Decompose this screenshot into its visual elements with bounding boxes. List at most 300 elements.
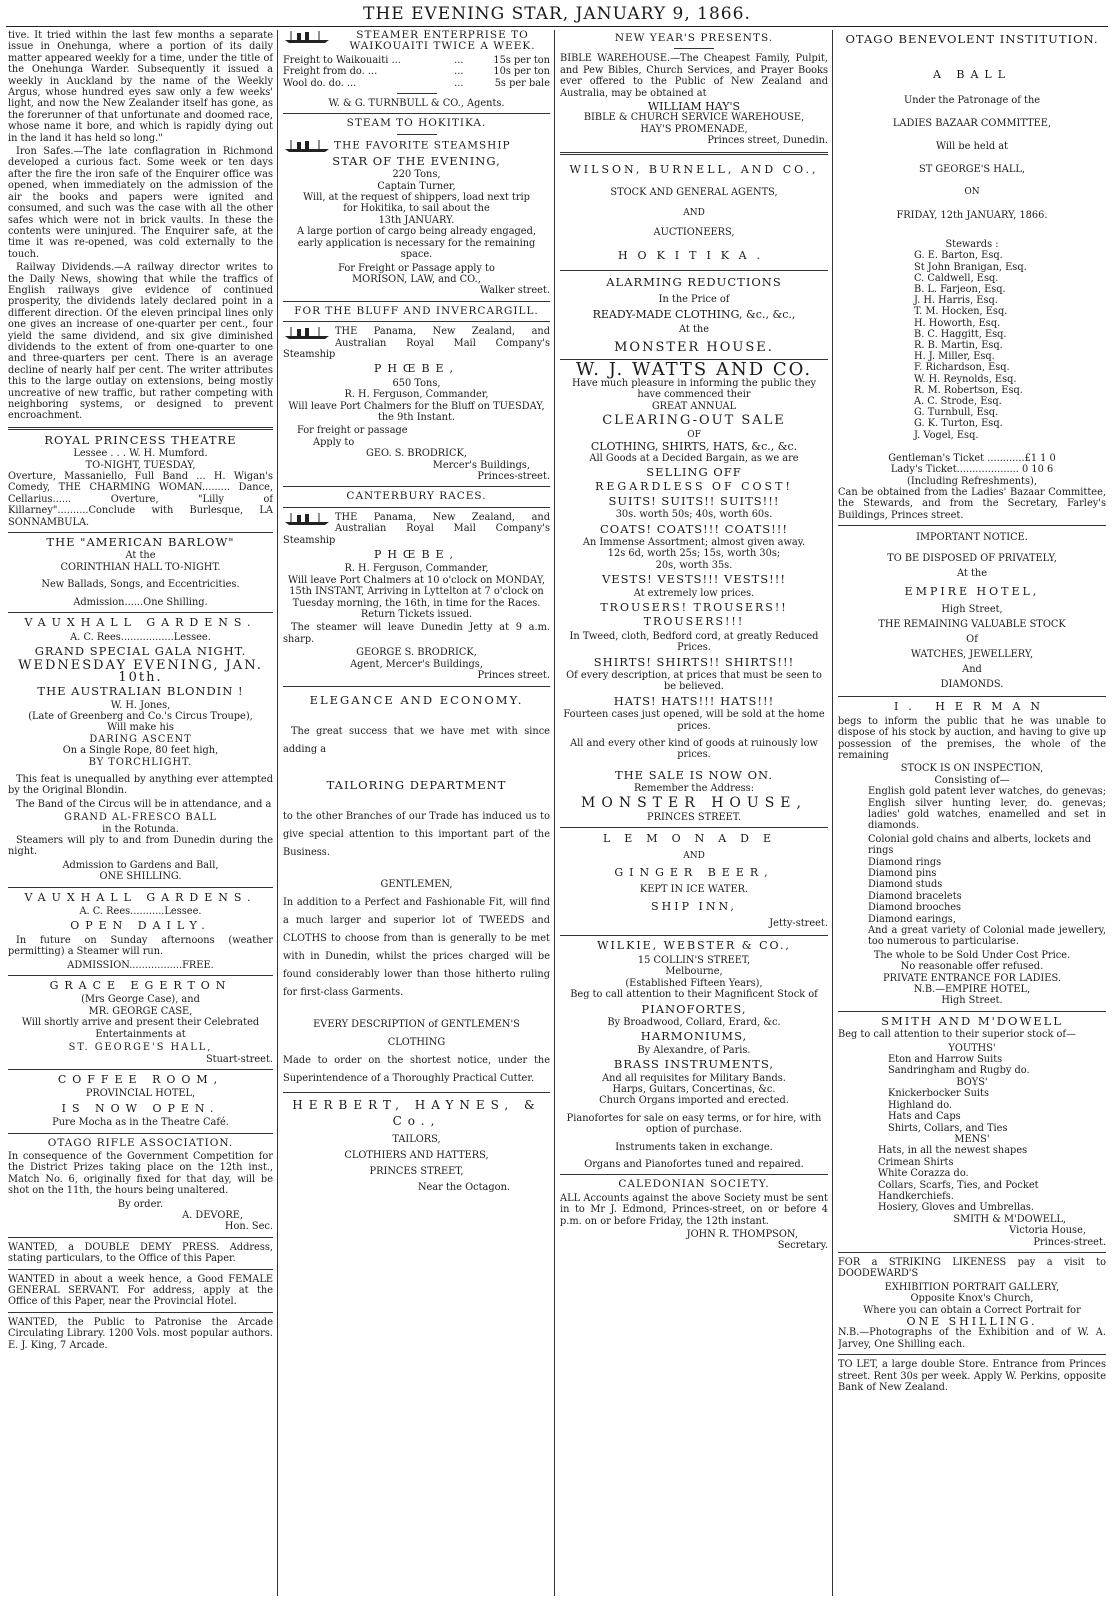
- ad-wilson-burnell: [560, 160, 828, 266]
- watts-line: Fourteen cases just opened, will be sold at the home prices.: [563, 709, 825, 732]
- table-row: Wool do. do. ... ... 5s per bale: [283, 77, 550, 89]
- vauxhall-late: (Late of Greenberg and Co.'s Circus Troupe),: [28, 710, 253, 722]
- alarm-house: MONSTER HOUSE.: [614, 339, 774, 355]
- fav-line: for Hokitika, to sail about the: [343, 203, 490, 215]
- list-item: B. C. Haggitt, Esq.: [914, 328, 1007, 340]
- wilkie-brass: BRASS INSTRUMENTS,: [613, 1057, 775, 1072]
- ad-smith-mdowell: [838, 1013, 1106, 1248]
- freight-rates-table: [283, 55, 550, 89]
- races-agent: GEORGE S. BRODRICK,: [356, 647, 477, 659]
- bluff-line: Apply to: [313, 436, 355, 448]
- divider: [8, 1269, 273, 1270]
- wilkie-pianofortes: PIANOFORTES,: [641, 1001, 747, 1016]
- list-item: Diamond pins: [868, 867, 937, 879]
- hh-title: HERBERT, HAYNES, & Co.,: [292, 1097, 541, 1128]
- herman-title: I. HERMAN: [893, 700, 1051, 714]
- smith-address: Victoria House,: [1009, 1225, 1086, 1237]
- watts-line: Of every description, at prices that must be seen to be believed.: [566, 670, 822, 693]
- ad-benevolent-ball: [838, 33, 1106, 227]
- fav-line: For Freight or Passage apply to: [338, 262, 495, 274]
- ad-to-let: TO LET, a large double Store. Entrance from Princes street. Rent 30s per week. Apply W. Perkins, opposite Bank of New Zealand.: [838, 1359, 1106, 1394]
- hh-line: PRINCES STREET,: [369, 1165, 464, 1177]
- bluff-ship: PHŒBE,: [373, 362, 460, 376]
- ad-vauxhall-gala: [8, 617, 273, 883]
- imp-hotel: EMPIRE HOTEL,: [904, 585, 1040, 599]
- caledonian-role: Secretary.: [777, 1240, 828, 1252]
- ad-coffee: [8, 1074, 273, 1129]
- wilkie-line: Beg to call attention to their Magnificent Stock of: [570, 989, 818, 1001]
- stewards-label: Stewards :: [945, 239, 999, 250]
- herman-line: Consisting of—: [934, 774, 1010, 786]
- list-item: J. H. Harris, Esq.: [914, 295, 998, 307]
- divider: [560, 270, 828, 271]
- elegance-line: In addition to a Perfect and Fashionable Fit, will find a much larger and superior lot of TWEEDS and CLOTHS to choose from than is generally to be met with in Dunedin, whilst the prices charged will be found considerably lower than those hitherto ruling for first-class Garments.: [283, 896, 550, 998]
- ticket-gentleman: Gentleman's Ticket ............£1 1 0: [888, 452, 1056, 464]
- list-item: J. Vogel, Esq.: [914, 429, 979, 441]
- imp-line: Of: [966, 634, 978, 646]
- column-4: [838, 30, 1106, 1596]
- list-item: White Corazza do.: [878, 1168, 969, 1180]
- obi-line: ON: [964, 187, 980, 197]
- dood-line: FOR a STRIKING LIKENESS pay a visit to DOODEWARD'S: [838, 1256, 1106, 1280]
- ad-wilkie: [560, 940, 828, 1170]
- imp-line: WATCHES, JEWELLERY,: [910, 649, 1034, 661]
- watts-sale-on: THE SALE IS NOW ON.: [614, 767, 774, 782]
- wilkie-line: (Established Fifteen Years),: [625, 977, 763, 989]
- list-item: And a great variety of Colonial made jewellery, too numerous to particularise.: [868, 925, 1106, 948]
- divider: [838, 1011, 1106, 1012]
- fav-line: 220 Tons,: [392, 169, 441, 181]
- list-item: Diamond studs: [868, 879, 943, 891]
- obi-committee: LADIES BAZAAR COMMITTEE,: [892, 118, 1052, 129]
- wb-title: WILSON, BURNELL, AND CO.,: [569, 162, 819, 176]
- divider: [8, 1312, 273, 1313]
- theatre-lessee: Lessee . . . W. H. Mumford.: [73, 448, 208, 460]
- divider: [283, 686, 550, 687]
- wilkie-title: WILKIE, WEBSTER & CO.,: [597, 939, 791, 953]
- wb-location: HOKITIKA.: [617, 248, 771, 262]
- watts-sale: CLEARING-OUT SALE: [602, 413, 786, 429]
- divider: [838, 525, 1106, 526]
- wb-line: STOCK AND GENERAL AGENTS,: [610, 186, 778, 198]
- ad-watts: [560, 358, 828, 824]
- column-rule: [277, 30, 278, 1596]
- herman-body: begs to inform the public that he was unable to dispose of his stock by auction, and having to give up possession of the premises, the whole of the remaining: [838, 715, 1106, 761]
- list-item: G. Turnbull, Esq.: [914, 407, 999, 419]
- barlow-venue: CORINTHIAN HALL TO-NIGHT.: [60, 561, 221, 573]
- races-line: THE Panama, New Zealand, and Australian Royal Mail Company's Steamship: [283, 511, 550, 546]
- ad-lemonade: [560, 832, 828, 931]
- watts-trousers: TROUSERS! TROUSERS!!: [600, 600, 788, 614]
- column-1: [8, 30, 273, 1596]
- ad-rifle: [8, 1138, 273, 1233]
- fav-agent: MORISON, LAW, and CO.,: [352, 273, 481, 285]
- vauxhall-steamers: Steamers will ply to and from Dunedin during the night.: [8, 835, 273, 858]
- ad-bible: [560, 33, 828, 147]
- watts-suits: SUITS! SUITS!! SUITS!!!: [608, 493, 780, 508]
- list-item: F. Richardson, Esq.: [914, 362, 1010, 374]
- watts-regardless: REGARDLESS OF COST!: [595, 480, 793, 494]
- rifle-by: By order.: [117, 1198, 164, 1210]
- vauxhall2-lessee: A. C. Rees...........Lessee.: [79, 906, 202, 918]
- watts-trousers: TROUSERS!!!: [643, 615, 745, 629]
- bible-address: Princes street, Dunedin.: [707, 135, 828, 147]
- divider: [283, 507, 550, 508]
- ticket-lady: Lady's Ticket.................... 0 10 6: [890, 464, 1054, 476]
- divider: [838, 1252, 1106, 1253]
- divider: [8, 427, 273, 430]
- caledonian-name: JOHN R. THOMPSON,: [686, 1229, 798, 1240]
- ad-caledonian: [560, 1179, 828, 1251]
- obi-ball: A BALL: [932, 68, 1012, 81]
- bluff-line: THE Panama, New Zealand, and Australian Royal Mail Company's Steamship: [283, 326, 550, 360]
- ad-canterbury-races: [283, 491, 550, 681]
- table-row: Freight from do. ... ... 10s per ton: [283, 66, 550, 78]
- watts-line: Have much pleasure in informing the public they have commenced their: [571, 378, 817, 401]
- rifle-title: OTAGO RIFLE ASSOCIATION.: [47, 1136, 234, 1149]
- fav-line: A large portion of cargo being already engaged, early application is necessary for the remaining space.: [297, 226, 536, 261]
- smith-mens-list: [838, 1145, 1106, 1213]
- watts-title: W. J. WATTS AND CO.: [575, 358, 813, 380]
- hh-address: Near the Octagon.: [417, 1181, 510, 1193]
- ad-wanted-press: WANTED, a DOUBLE DEMY PRESS. Address, stating particulars, to the Office of this Paper.: [8, 1241, 273, 1265]
- watts-coats: COATS! COATS!!! COATS!!!: [599, 521, 788, 536]
- bluff-title: FOR THE BLUFF AND INVERCARGILL.: [294, 304, 539, 317]
- divider: [8, 1237, 273, 1238]
- ad-doodeward: [838, 1257, 1106, 1350]
- list-item: B. L. Farjeon, Esq.: [914, 284, 1006, 296]
- vauxhall2-open: OPEN DAILY.: [70, 919, 211, 933]
- imp-line: THE REMAINING VALUABLE STOCK: [878, 619, 1066, 631]
- dood-gallery: EXHIBITION PORTRAIT GALLERY,: [884, 1281, 1060, 1293]
- alarm-line: At the: [679, 323, 709, 335]
- lemonade-line: GINGER BEER,: [614, 866, 774, 880]
- rifle-role: Hon. Sec.: [224, 1221, 273, 1233]
- masthead: THE EVENING STAR, JANUARY 9, 1866.: [363, 4, 751, 24]
- bible-line: WILLIAM HAY'S: [647, 100, 741, 114]
- divider: [8, 1133, 273, 1134]
- lemonade-line: AND: [683, 851, 705, 862]
- wilkie-line: Harps, Guitars, Concertinas, &c.: [612, 1083, 776, 1095]
- list-item: Diamond rings: [868, 856, 942, 868]
- races-street: Princes street.: [477, 670, 550, 682]
- list-item: Hosiery, Gloves and Umbrellas.: [878, 1202, 1034, 1214]
- list-item: Eton and Harrow Suits: [888, 1054, 1003, 1066]
- wilkie-line: Church Organs imported and erected.: [599, 1095, 789, 1107]
- smith-title: SMITH AND M'DOWELL: [881, 1013, 1063, 1028]
- list-item: Highland do.: [888, 1099, 953, 1111]
- divider: [560, 827, 828, 828]
- watts-street: PRINCES STREET.: [646, 812, 742, 824]
- list-item: English gold patent lever watches, do genevas; English silver hunting lever, do. genevas; ladies' gold watches, enamelled and set in diamonds.: [868, 786, 1106, 832]
- list-item: H. J. Miller, Esq.: [914, 351, 995, 363]
- watts-line: In Tweed, cloth, Bedford cord, at greatly Reduced Prices.: [569, 630, 819, 654]
- wilkie-line: And all requisites for Military Bands.: [602, 1072, 786, 1084]
- divider: [838, 1354, 1106, 1355]
- hh-line: TAILORS,: [392, 1133, 441, 1145]
- ad-hokitika: [283, 118, 550, 296]
- ad-important-notice: [838, 530, 1106, 692]
- watts-line: 20s, worth 35s.: [655, 559, 733, 571]
- vauxhall2-admission: ADMISSION.................FREE.: [67, 959, 214, 971]
- list-item: Hats and Caps: [888, 1111, 961, 1123]
- smith-mens: MENS': [954, 1133, 990, 1145]
- ad-steamer-enterprise: [283, 30, 550, 109]
- elegance-line: Made to order on the shortest notice, under the Superintendence of a Thoroughly Practical Cutter.: [283, 1054, 550, 1084]
- ad-vauxhall-daily: [8, 892, 273, 971]
- article-iron-safes: Iron Safes.—The late conflagration in Richmond developed a curious fact. Some week or ten days after the fire the iron safe of the Enquirer office was opened, when immediately on the admission of the air the books and papers were ignited and consumed, and such was the case with all the other safes which were not in brick vaults. In these the contents were uninjured. The Enquirer safe, at the time it was re-opened, was cold externally to the touch.: [8, 146, 273, 260]
- vauxhall-band: The Band of the Circus will be in attendance, and a: [16, 798, 272, 810]
- fav-date: 13th JANUARY.: [378, 214, 455, 226]
- steamer-title: STEAMER ENTERPRISE TO WAIKOUAITI TWICE A WEEK.: [349, 30, 536, 53]
- smith-youths: YOUTHS': [948, 1042, 996, 1054]
- list-item: T. M. Hocken, Esq.: [914, 306, 1008, 318]
- watts-shirts: SHIRTS! SHIRTS!! SHIRTS!!!: [593, 654, 795, 669]
- divider: [8, 887, 273, 888]
- races-line: Will leave Port Chalmers at 10 o'clock on MONDAY, 15th INSTANT, Arriving in Lyttelton at 7 o'clock on Tuesday morning, the 16th, in time for the Races. Return Tickets issued.: [287, 574, 546, 621]
- bluff-line: 650 Tons,: [392, 377, 441, 389]
- vauxhall-ascent: DARING ASCENT: [89, 733, 192, 745]
- dood-price: ONE SHILLING.: [906, 1315, 1038, 1329]
- herman-line: High Street.: [941, 995, 1003, 1007]
- watts-hats: HATS! HATS!!! HATS!!!: [613, 693, 775, 708]
- steamship-icon: [283, 139, 331, 153]
- wilkie-line: Organs and Pianofortes tuned and repaired.: [584, 1158, 804, 1170]
- smith-line: Beg to call attention to their superior stock of—: [838, 1029, 1076, 1041]
- watts-line: All and every other kind of goods at ruinously low prices.: [570, 738, 818, 761]
- steamer-agents: W. & G. TURNBULL & CO., Agents.: [328, 98, 505, 110]
- alarm-line: READY-MADE CLOTHING, &c., &c.,: [592, 307, 796, 321]
- wilkie-line: 15 COLLIN'S STREET,: [637, 954, 751, 966]
- dood-line: N.B.—Photographs of the Exhibition and of W. A. Jarvey, One Shilling each.: [838, 1327, 1106, 1350]
- ticket-incl: (Including Refreshments),: [907, 475, 1037, 487]
- divider: [283, 301, 550, 302]
- herman-line: The whole to be Sold Under Cost Price.: [873, 949, 1071, 961]
- list-item: Sandringham and Rugby do.: [888, 1065, 1030, 1077]
- hh-line: CLOTHIERS AND HATTERS,: [344, 1149, 489, 1161]
- watts-line: 30s. worth 50s; 40s, worth 60s.: [615, 509, 773, 521]
- hokitika-title: STEAM TO HOKITIKA.: [346, 117, 487, 130]
- list-item: Shirts, Collars, and Ties: [888, 1122, 1008, 1134]
- vauxhall-jones: W. H. Jones,: [110, 699, 171, 711]
- divider: [8, 975, 273, 976]
- caledonian-body: ALL Accounts against the above Society must be sent in to Mr J. Edmond, Princes-street, on or before 4 p.m. on or before Friday, the 12th instant.: [560, 1192, 828, 1227]
- vauxhall-torch: BY TORCHLIGHT.: [88, 756, 193, 768]
- smith-boys-list: [838, 1088, 1106, 1134]
- wilkie-harmoniums: HARMONIUMS,: [640, 1029, 748, 1044]
- wilkie-line: Melbourne,: [665, 966, 723, 978]
- watts-line: All Goods at a Decided Bargain, as we are: [589, 452, 799, 464]
- vauxhall-admission: Admission to Gardens and Ball,: [62, 859, 219, 871]
- imp-line: TO BE DISPOSED OF PRIVATELY,: [887, 553, 1057, 565]
- obi-title: OTAGO BENEVOLENT INSTITUTION.: [845, 32, 1099, 46]
- alarm-line: In the Price of: [658, 293, 730, 305]
- bluff-agent: GEO. S. BRODRICK,: [366, 448, 467, 460]
- wilkie-line: By Broadwood, Collard, Erard, &c.: [607, 1016, 781, 1028]
- stewards-list: [838, 250, 1106, 440]
- list-item: Diamond earings,: [868, 913, 956, 925]
- herman-line: N.B.—EMPIRE HOTEL,: [913, 984, 1031, 996]
- list-item: Collars, Scarfs, Ties, and Pocket Handkerchiefs.: [878, 1179, 1039, 1202]
- vauxhall-rotunda: in the Rotunda.: [102, 823, 179, 835]
- list-item: Diamond bracelets: [868, 890, 962, 902]
- watts-vests: VESTS! VESTS!!! VESTS!!!: [601, 572, 787, 587]
- wb-line: AUCTIONEERS,: [653, 226, 735, 238]
- divider: [283, 113, 550, 114]
- theatre-body: Overture, Massaniello, Full Band ... H. Wigan's Comedy, THE CHARMING WOMAN......... Dance, Cellarius...... Overture, "Lilly of Killarney"..........Conclude with Burlesque, LA SONNAMBULA.: [8, 471, 273, 528]
- egerton-line: Will shortly arrive and present their Celebrated Entertainments at: [21, 1017, 260, 1040]
- steamship-icon: [283, 30, 331, 44]
- imp-line: DIAMONDS.: [940, 679, 1004, 691]
- lemonade-inn: SHIP INN,: [651, 900, 737, 914]
- list-item: W. H. Reynolds, Esq.: [914, 373, 1017, 385]
- vauxhall-ball: GRAND AL-FRESCO BALL: [64, 812, 217, 824]
- masthead-rule: [6, 26, 1108, 27]
- list-item: G. K. Turton, Esq.: [914, 418, 1003, 430]
- divider: [560, 1174, 828, 1175]
- coffee-line: PROVINCIAL HOTEL,: [85, 1088, 196, 1100]
- watts-line: At extremely low prices.: [633, 587, 755, 599]
- fav-line: Captain Turner,: [377, 180, 456, 192]
- column-2: [283, 30, 550, 1596]
- watts-line: Remember the Address:: [633, 783, 755, 795]
- fav-title: THE FAVORITE STEAMSHIP: [334, 139, 511, 152]
- coffee-title: COFFEE ROOM,: [57, 1072, 224, 1086]
- elegance-clothing: EVERY DESCRIPTION of GENTLEMEN'S CLOTHING: [313, 1018, 520, 1048]
- column-rule: [554, 30, 555, 1596]
- watts-line: SELLING OFF: [646, 464, 742, 479]
- table-row: Freight to Waikouaiti ... ... 15s per ton: [283, 54, 550, 66]
- coffee-line: Pure Mocha as in the Theatre Café.: [52, 1117, 229, 1129]
- herman-line: No reasonable offer refused.: [900, 961, 1044, 973]
- watts-line: GREAT ANNUAL: [651, 400, 737, 412]
- barlow-at: At the: [125, 550, 156, 562]
- theatre-tonight: TO-NIGHT, TUESDAY,: [85, 459, 196, 471]
- fav-line: Will, at the request of shippers, load next trip: [303, 192, 530, 204]
- lemonade-street: Jetty-street.: [769, 918, 828, 930]
- watts-line: OF: [687, 429, 701, 440]
- races-title: CANTERBURY RACES.: [346, 490, 487, 503]
- elegance-department: TAILORING DEPARTMENT: [326, 777, 507, 792]
- herman-line: PRIVATE ENTRANCE FOR LADIES.: [883, 972, 1061, 984]
- ad-elegance: [283, 691, 550, 1088]
- steamship-icon: [283, 326, 331, 340]
- races-ship: PHŒBE,: [373, 548, 460, 562]
- article-railway: Railway Dividends.—A railway director writes to the Daily News, showing that while the traffics of English railways give evidence of continued prosperity, the dividends lately declared point in a different direction. Of the eleven principal lines only one gives an increase of one-quarter per cent., four yield the same dividend, and six give diminished dividends to the extent of from one-quarter to one and three-quarters per cent. There is an average decline of nearly half per cent. The writer attributes this to the large outlay on extensions, being mostly uncreative of new traffic, but rather competing with neighboring systems, or designed to prevent encroachment.: [8, 262, 273, 422]
- bluff-street: Princes-street.: [477, 471, 550, 482]
- lemonade-title: LEMONADE: [602, 832, 786, 846]
- fav-ship: STAR OF THE EVENING,: [332, 153, 501, 168]
- list-item: R. B. Martin, Esq.: [914, 340, 1003, 352]
- divider: [8, 612, 273, 613]
- bluff-line: For freight or passage: [297, 425, 408, 437]
- theatre-title: ROYAL PRINCESS THEATRE: [44, 432, 237, 447]
- rifle-body: In consequence of the Government Competition for the District Prizes taking place on the 12th inst., Match No. 6, originally fixed for that day, will be shot on the 11th, the hours being unaltered.: [8, 1150, 273, 1197]
- ad-bluff: [283, 306, 550, 483]
- bible-line: HAY'S PROMENADE,: [640, 123, 748, 135]
- egerton-street: Stuart-street.: [205, 1053, 273, 1065]
- list-item: H. Howorth, Esq.: [914, 317, 1001, 329]
- bluff-line: Will leave Port Chalmers for the Bluff on TUESDAY, the 9th Instant.: [288, 400, 545, 423]
- ad-wanted-servant: WANTED in about a week hence, a Good FEMALE GENERAL SERVANT. For address, apply at the Office of this Paper, near the Provincial Hotel.: [8, 1273, 273, 1308]
- ticket-body: Can be obtained from the Ladies' Bazaar Committee, the Stewards, and from the Secretary, Farley's Buildings, Princes street.: [838, 487, 1106, 521]
- bible-line: BIBLE & CHURCH SERVICE WAREHOUSE,: [583, 112, 805, 124]
- herman-items: [838, 786, 1106, 948]
- column-3: [560, 30, 828, 1596]
- bible-body: BIBLE WAREHOUSE.—The Cheapest Family, Pulpit, and Pew Bibles, Church Services, and Prayer Books ever offered to the Public of New Zealand and Australia, may be obtained at: [560, 53, 828, 99]
- vauxhall2-body: In future on Sunday afternoons (weather permitting) a Steamer will run.: [8, 934, 273, 958]
- list-item: Hats, in all the newest shapes: [878, 1145, 1028, 1157]
- ad-wanted-library: WANTED, the Public to Patronise the Arcade Circulating Library. 1200 Vols. most popular authors. E. J. King, 7 Arcade.: [8, 1316, 273, 1351]
- dood-line: Opposite Knox's Church,: [910, 1293, 1034, 1305]
- list-item: A. C. Strode, Esq.: [914, 396, 1002, 408]
- smith-street: Princes-street.: [1033, 1236, 1106, 1248]
- divider: [8, 532, 273, 533]
- barlow-body: New Ballads, Songs, and Eccentricities.: [41, 579, 240, 591]
- wilkie-line: By Alexandre, of Paris.: [637, 1044, 751, 1056]
- vauxhall-title: VAUXHALL GARDENS.: [24, 616, 257, 630]
- races-line: R. H. Ferguson, Commander,: [344, 563, 489, 575]
- rifle-name: A. DEVORE,: [182, 1209, 243, 1221]
- ad-theatre: [8, 432, 273, 528]
- imp-line: And: [962, 664, 982, 676]
- coffee-open: IS NOW OPEN.: [61, 1101, 220, 1115]
- egerton-title: GRACE EGERTON: [49, 979, 232, 993]
- bible-heading: NEW YEAR'S PRESENTS.: [614, 32, 774, 44]
- list-item: Colonial gold chains and alberts, lockets and rings: [868, 833, 1092, 857]
- vauxhall-rope: On a Single Rope, 80 feet high,: [62, 745, 219, 757]
- article-intro: tive. It tried within the last few months a separate issue in Onehunga, where a portion of its daily matter appeared weekly for a time, under the title of the Onehunga Warder. Subsequently it issued a weekly in Auckland by the name of the Weekly Argus, whose hundred eyes saw only a few weeks' light, and now the New Zealander itself has gone, as the forerunner of that unfortunate and doomed race, whose name it bore, and which is rapidly dying out in the land it has held so long.": [8, 30, 273, 144]
- list-item: Diamond brooches: [868, 902, 962, 914]
- egerton-line: (Mrs George Case), and: [81, 994, 200, 1006]
- vauxhall-feat: This feat is unequalled by anything ever attempted by the Original Blondin.: [8, 773, 273, 797]
- smith-sign: SMITH & M'DOWELL,: [953, 1213, 1066, 1225]
- alarm-title: ALARMING REDUCTIONS: [606, 274, 782, 289]
- ad-alarming: [560, 275, 828, 355]
- obi-line: Under the Patronage of the: [903, 95, 1041, 106]
- lemonade-line: KEPT IN ICE WATER.: [639, 884, 749, 896]
- obi-line: Will be held at: [936, 141, 1008, 152]
- ad-herbert-haynes: [283, 1097, 550, 1196]
- races-line: The steamer will leave Dunedin Jetty at 9 a.m. sharp.: [283, 622, 550, 645]
- divider: [8, 1069, 273, 1070]
- divider: [560, 152, 828, 155]
- list-item: R. M. Robertson, Esq.: [914, 384, 1023, 396]
- wilkie-line: Pianofortes for sale on easy terms, or for hire, with option of purchase.: [566, 1112, 822, 1136]
- imp-line: High Street,: [941, 604, 1003, 616]
- vauxhall-gala: GRAND SPECIAL GALA NIGHT.: [34, 643, 247, 658]
- list-item: G. E. Barton, Esq.: [914, 250, 1003, 262]
- elegance-gentlemen: GENTLEMEN,: [380, 878, 453, 890]
- list-item: Knickerbocker Suits: [888, 1088, 989, 1100]
- bluff-line: Mercer's Buildings,: [432, 459, 530, 471]
- caledonian-title: CALEDONIAN SOCIETY.: [618, 1178, 770, 1191]
- imp-line: At the: [957, 568, 987, 580]
- herman-stock: STOCK IS ON INSPECTION,: [900, 763, 1044, 775]
- vauxhall-admission-price: ONE SHILLING.: [99, 871, 182, 883]
- vauxhall2-title: VAUXHALL GARDENS.: [24, 890, 257, 904]
- vauxhall-lessee: A. C. Rees.................Lessee.: [70, 631, 211, 643]
- column-rule: [832, 30, 833, 1596]
- watts-line: 12s 6d, worth 25s; 15s, worth 30s;: [607, 548, 781, 560]
- wb-line: AND: [683, 207, 705, 218]
- vauxhall-will: Will make his: [107, 722, 174, 734]
- list-item: St John Branigan, Esq.: [914, 261, 1027, 273]
- steamship-icon: [283, 512, 331, 526]
- obi-venue: ST GEORGE'S HALL,: [919, 164, 1025, 175]
- ad-barlow: [8, 537, 273, 608]
- obi-date: FRIDAY, 12th JANUARY, 1866.: [896, 210, 1048, 221]
